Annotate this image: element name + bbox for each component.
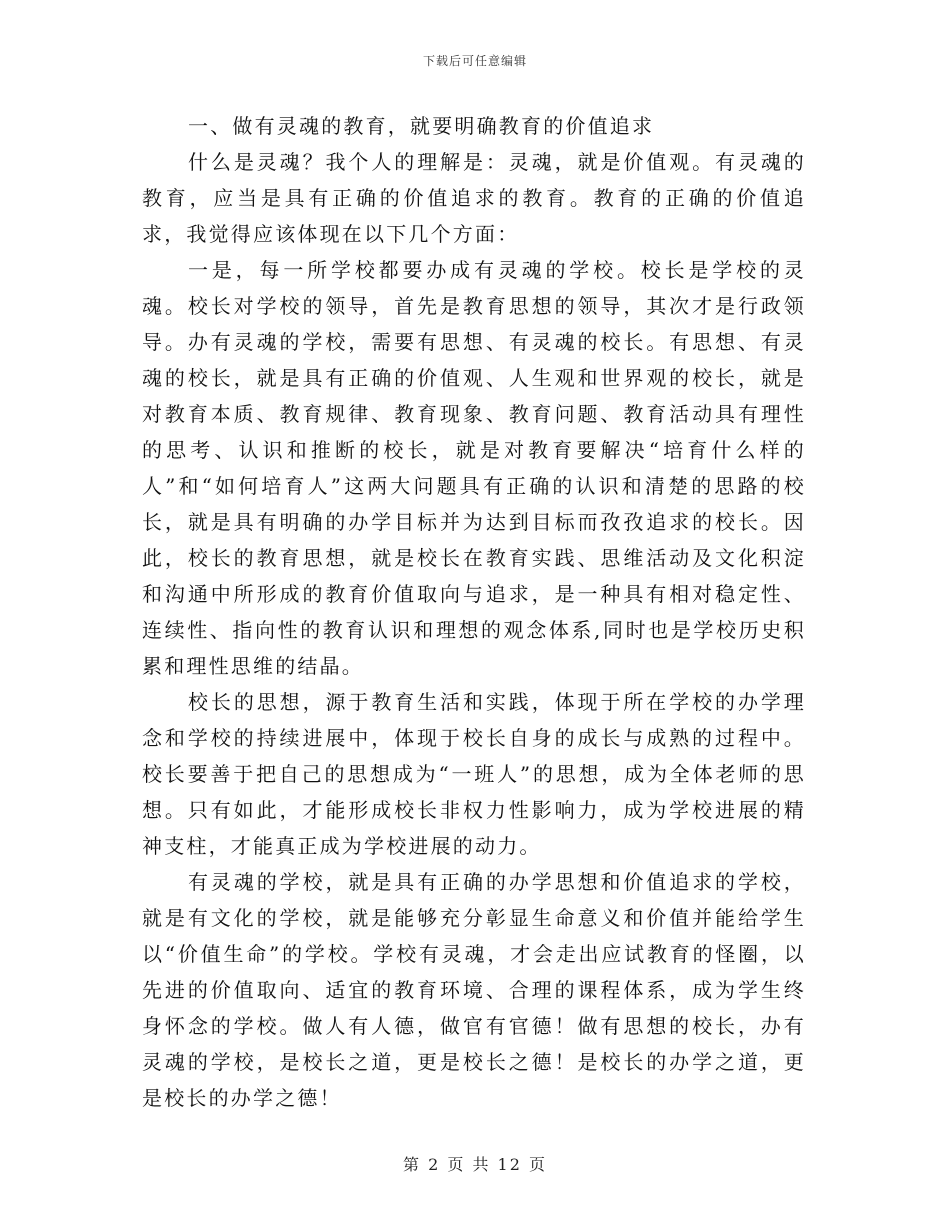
paragraph-principal-thought: 校长的思想，源于教育生活和实践，体现于所在学校的办学理念和学校的持续进展中，体现于校长自身的成长与成熟的过程中。校长要善于把自己的思想成为“一班人”的思想，成为全体老师的思想。只有如此，才能形成校长非权力性影响力，成为学校进展的精神支柱，才能真正成为学校进展的动力。	[142, 690, 806, 858]
page-number-footer: 第 2 页 共 12 页	[403, 1155, 547, 1174]
page-header-note: 下载后可任意编辑	[422, 54, 527, 68]
section-heading: 一、做有灵魂的教育，就要明确教育的价值追求	[188, 114, 655, 138]
paragraph-soulful-school: 有灵魂的学校，就是具有正确的办学思想和价值追求的学校，就是有文化的学校，就是能够充分彰显生命意义和价值并能给学生以“价值生命”的学校。学校有灵魂，才会走出应试教育的怪圈，以先进的价值取向、适宜的教育环境、合理的课程体系，成为学生终身怀念的学校。做人有人德，做官有官德！做有思想的校长，办有灵魂的学校，是校长之道，更是校长之德！是校长的办学之道，更是校长的办学之德！	[142, 870, 806, 1110]
paragraph-intro: 什么是灵魂？我个人的理解是：灵魂，就是价值观。有灵魂的教育，应当是具有正确的价值追求的教育。教育的正确的价值追求，我觉得应该体现在以下几个方面：	[142, 150, 806, 246]
paragraph-school-soul: 一是，每一所学校都要办成有灵魂的学校。校长是学校的灵魂。校长对学校的领导，首先是教育思想的领导，其次才是行政领导。办有灵魂的学校，需要有思想、有灵魂的校长。有思想、有灵魂的校长，就是具有正确的价值观、人生观和世界观的校长，就是对教育本质、教育规律、教育现象、教育问题、教育活动具有理性的思考、认识和推断的校长，就是对教育要解决“培育什么样的人”和“如何培育人”这两大问题具有正确的认识和清楚的思路的校长，就是具有明确的办学目标并为达到目标而孜孜追求的校长。因此，校长的教育思想，就是校长在教育实践、思维活动及文化积淀和沟通中所形成的教育价值取向与追求，是一种具有相对稳定性、连续性、指向性的教育认识和理想的观念体系,同时也是学校历史积累和理性思维的结晶。	[142, 258, 806, 678]
document-body	[142, 108, 806, 1116]
